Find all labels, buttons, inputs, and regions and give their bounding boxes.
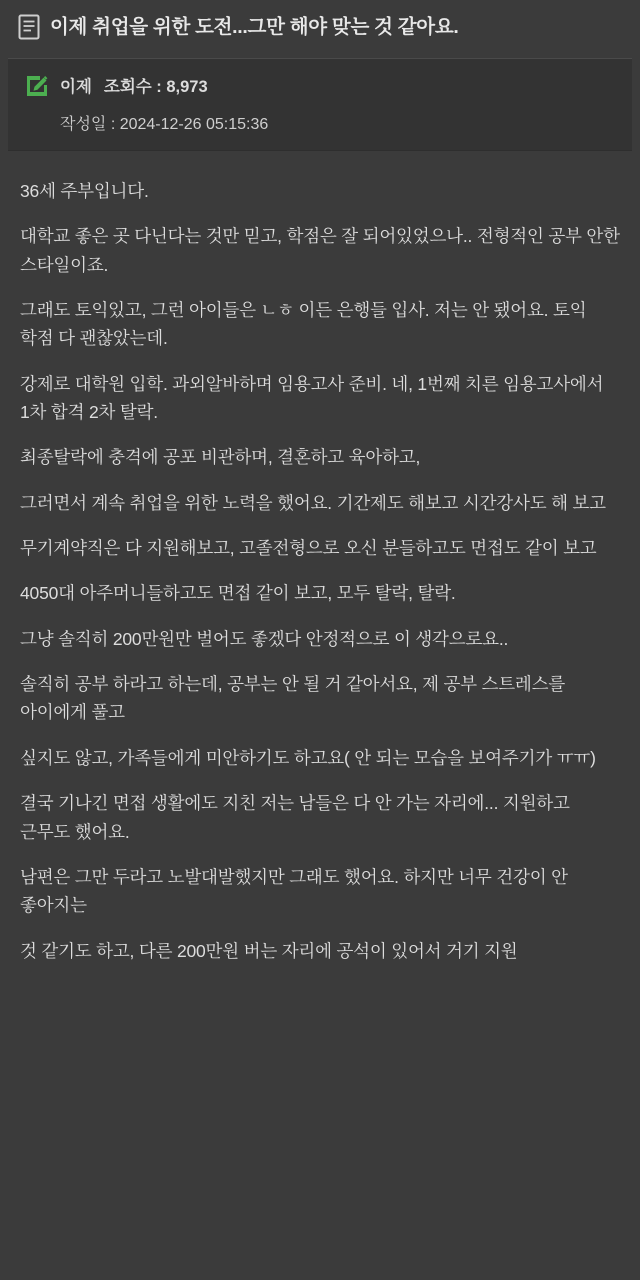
post-paragraph: 대학교 좋은 곳 다닌다는 것만 믿고, 학점은 잘 되어있었으나.. 전형적인 공부 안한 스타일이죠.	[20, 226, 620, 275]
post-paragraph: 무기계약직은 다 지원해보고, 고졸전형으로 오신 분들하고도 면접도 같이 보고	[20, 538, 597, 559]
post-header	[0, 0, 640, 56]
view-count: 조회수 : 8,973	[103, 78, 208, 96]
post-paragraph: 최종탈락에 충격에 공포 비관하며, 결혼하고 육아하고,	[20, 447, 421, 468]
post-meta-row	[24, 73, 616, 97]
pencil-write-icon	[24, 73, 50, 97]
page-title: 이제 취업을 위한 도전...그만 해야 맞는 것 같아요.	[50, 15, 459, 38]
post-meta-panel	[8, 58, 632, 151]
post-paragraph: 4050대 아주머니들하고도 면접 같이 보고, 모두 탈락, 탈락.	[20, 583, 456, 604]
document-icon	[18, 14, 40, 40]
post-paragraph: 결국 기나긴 면접 생활에도 지친 저는 남들은 다 안 가는 자리에... 지원하고 근무도 했어요.	[20, 793, 570, 842]
post-paragraph: 그래도 토익있고, 그런 아이들은 ㄴㅎ 이든 은행들 입사. 저는 안 됐어요. 토익 학점 다 괜찮았는데.	[20, 300, 587, 349]
post-paragraph: 강제로 대학원 입학. 과외알바하며 임용고사 준비. 네, 1번째 치른 임용고사에서 1차 합격 2차 탈락.	[20, 373, 604, 423]
post-paragraph: 것 같기도 하고, 다른 200만원 버는 자리에 공석이 있어서 거기 지원	[20, 940, 518, 961]
post-paragraph: 솔직히 공부 하라고 하는데, 공부는 안 될 거 같아서요, 제 공부 스트레스를 아이에게 풀고	[20, 674, 566, 723]
post-author[interactable]: 이제	[60, 78, 92, 96]
post-paragraph: 그냥 솔직히 200만원만 벌어도 좋겠다 안정적으로 이 생각으로요..	[20, 628, 509, 649]
post-body	[0, 151, 640, 985]
post-paragraph: 싶지도 않고, 가족들에게 미안하기도 하고요( 안 되는 모습을 보여주기가 ㅠㅠ)	[20, 747, 596, 768]
post-paragraph: 그러면서 계속 취업을 위한 노력을 했어요. 기간제도 해보고 시간강사도 해 보고	[20, 492, 606, 513]
post-paragraph: 36세 주부입니다.	[20, 181, 149, 201]
post-date: 작성일 : 2024-12-26 05:15:36	[60, 116, 269, 133]
post-paragraph: 남편은 그만 두라고 노발대발했지만 그래도 했어요. 하지만 너무 건강이 안 좋아지는	[20, 866, 568, 916]
